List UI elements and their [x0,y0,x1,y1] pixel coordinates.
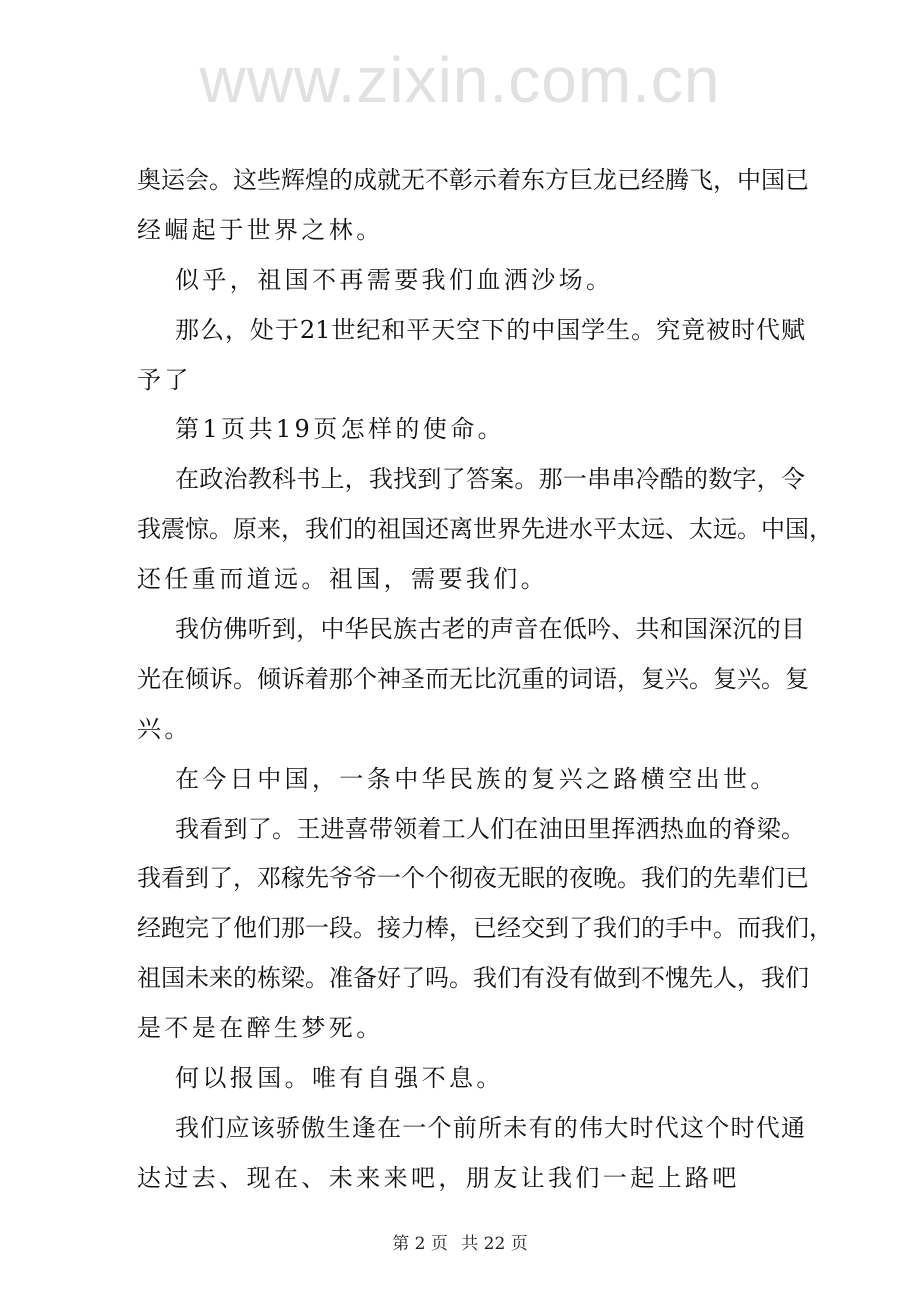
text-line: 经跑完了他们那一段。接力棒，已经交到了我们的手中。而我们， [137,914,833,943]
text-line: 还任重而道远。祖国，需要我们。 [137,565,548,594]
text-line: 是不是在醉生梦死。 [137,1014,384,1043]
text-line: 我仿佛听到，中华民族古老的声音在低吟、共和国深沉的目 [175,615,805,644]
text-line: 何以报国。唯有自强不息。 [175,1064,504,1093]
text-line: 祖国未来的栋梁。准备好了吗。我们有没有做到不愧先人，我们 [137,964,809,993]
text-line: 第1页共19页怎样的使命。 [175,415,506,444]
text-line: 予了 [137,365,192,394]
text-line: 光在倾诉。倾诉着那个神圣而无比沉重的词语，复兴。复兴。复 [137,664,809,693]
text-line: 我们应该骄傲生逢在一个前所未有的伟大时代这个时代通 [175,1113,805,1142]
text-line: 那么，处于21世纪和平天空下的中国学生。究竟被时代赋 [175,315,805,344]
document-body [137,156,833,1204]
text-line: 似乎，祖国不再需要我们血洒沙场。 [175,265,614,294]
text-line: 兴。 [137,714,192,743]
watermark: www.zixin.com.cn [199,44,721,116]
page-number: 第 2 页 [392,1234,448,1254]
text-line: 我看到了，邓稼先爷爷一个个彻夜无眠的夜晚。我们的先辈们已 [137,864,809,893]
text-line: 经崛起于世界之林。 [137,215,384,244]
text-line: 我震惊。原来，我们的祖国还离世界先进水平太远、太远。中国， [137,515,833,544]
text-line: 我看到了。王进喜带领着工人们在油田里挥洒热血的脊梁。 [175,814,805,843]
text-line: 奥运会。这些辉煌的成就无不彰示着东方巨龙已经腾飞，中国已 [137,166,809,194]
page-footer [0,1229,920,1254]
page-total: 共 22 页 [461,1234,528,1254]
text-line: 在今日中国，一条中华民族的复兴之路横空出世。 [175,764,778,793]
text-line: 达过去、现在、未来来吧，朋友让我们一起上路吧 [137,1163,740,1192]
text-line: 在政治教科书上，我找到了答案。那一串串冷酷的数字，令 [175,465,805,494]
